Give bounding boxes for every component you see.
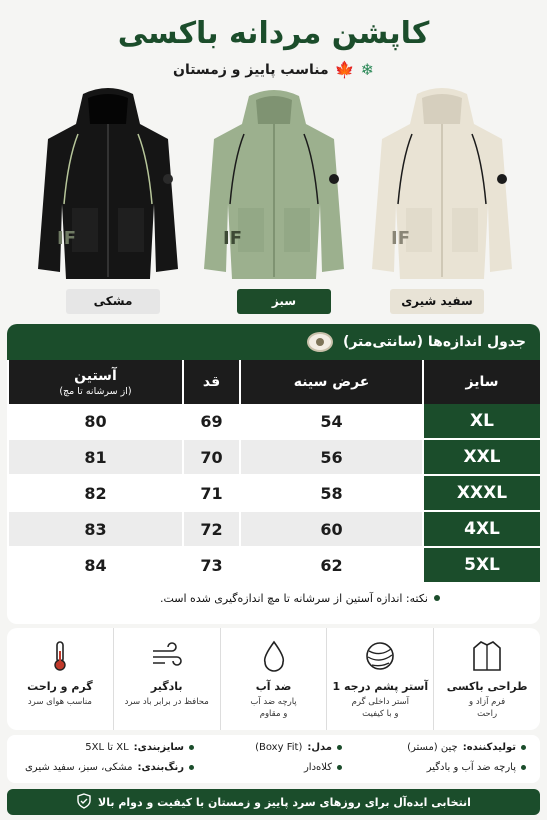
- feature-desc: مناسب هوای سرد: [27, 697, 92, 707]
- cell-size: 5XL: [422, 548, 540, 584]
- shield-check-icon: [76, 793, 92, 812]
- feature-warm: [7, 628, 113, 730]
- water-drop-icon: [257, 638, 291, 674]
- cell-length: 72: [182, 512, 239, 548]
- jacket-image-green[interactable]: [194, 84, 354, 284]
- size-table: [7, 360, 540, 584]
- col-size: سایز: [422, 360, 540, 404]
- table-row: [7, 404, 540, 440]
- jacket-gallery: [0, 84, 547, 284]
- spec-model-value: (Boxy Fit): [255, 742, 303, 753]
- cell-sleeve: 80: [7, 404, 182, 440]
- svg-text:IF: IF: [57, 228, 76, 249]
- jacket-cream-svg: [362, 84, 522, 284]
- jacket-black-svg: [28, 84, 188, 284]
- svg-text:IF: IF: [391, 228, 410, 249]
- subtitle-row: [0, 60, 547, 79]
- cell-length: 69: [182, 404, 239, 440]
- footer-banner: [7, 789, 540, 815]
- color-label-green[interactable]: سبز: [237, 289, 331, 314]
- spec-fabric: [427, 762, 526, 773]
- col-length: قد: [182, 360, 239, 404]
- yarn-ball-icon: [363, 638, 397, 674]
- feature-windproof: [113, 628, 220, 730]
- col-sleeve-sub: (از سرشانه تا مچ): [59, 385, 132, 397]
- bullet-icon: [521, 765, 526, 770]
- spec-colors-label: رنگ‌بندی:: [137, 762, 184, 773]
- feature-waterproof: [220, 628, 327, 730]
- feature-desc: پارچه ضد آب و مقاوم: [250, 697, 297, 719]
- cell-chest: 58: [239, 476, 422, 512]
- spec-model-label: مدل:: [307, 742, 332, 753]
- spec-hood: [304, 762, 342, 773]
- cell-sleeve: 81: [7, 440, 182, 476]
- spec-maker-value: چین (مستر): [407, 742, 458, 753]
- cell-sleeve: 83: [7, 512, 182, 548]
- features-bar: [7, 628, 540, 730]
- size-note: [7, 584, 540, 612]
- spec-sizing: [85, 742, 194, 753]
- spec-maker-label: تولیدکننده:: [462, 742, 516, 753]
- col-chest: عرض سینه: [239, 360, 422, 404]
- spec-hood-value: کلاه‌دار: [303, 762, 332, 773]
- table-row: [7, 440, 540, 476]
- table-row: [7, 548, 540, 584]
- cell-length: 71: [182, 476, 239, 512]
- col-sleeve-label: آستین: [74, 367, 117, 384]
- spec-sizing-label: سایزبندی:: [133, 742, 184, 753]
- note-bullet-icon: [434, 595, 440, 601]
- spec-fabric-value: پارچه ضد آب و بادگیر: [426, 762, 516, 773]
- specs-box: [7, 735, 540, 783]
- jacket-image-black[interactable]: [28, 84, 188, 284]
- bullet-icon: [189, 765, 194, 770]
- cell-sleeve: 82: [7, 476, 182, 512]
- col-sleeve: [7, 360, 182, 404]
- footer-text: انتخابی ایده‌آل برای روزهای سرد پاییز و زمستان با کیفیت و دوام بالا: [98, 795, 471, 809]
- feature-title: آستر پشم درجه 1: [332, 680, 429, 693]
- jacket-image-cream[interactable]: [362, 84, 522, 284]
- cell-chest: 60: [239, 512, 422, 548]
- spec-colors-value: مشکی، سبز، سفید شیری: [24, 762, 133, 773]
- spec-colors: [25, 762, 194, 773]
- measuring-tape-icon: [307, 332, 333, 352]
- table-row: [7, 512, 540, 548]
- feature-desc: محافظ در برابر باد سرد: [124, 697, 209, 707]
- cell-chest: 62: [239, 548, 422, 584]
- feature-title: گرم و راحت: [27, 680, 93, 693]
- cell-length: 70: [182, 440, 239, 476]
- bullet-icon: [337, 765, 342, 770]
- thermometer-icon: [43, 638, 77, 674]
- feature-desc: فرم آزاد و راحت: [469, 697, 506, 719]
- subtitle: مناسب پاییز و زمستان: [173, 61, 329, 78]
- feature-title: ضد آب: [255, 680, 292, 693]
- cell-sleeve: 84: [7, 548, 182, 584]
- table-row: [7, 476, 540, 512]
- size-table-header: [7, 324, 540, 360]
- spec-sizing-value: XL تا 5XL: [85, 742, 129, 753]
- cell-size: XL: [422, 404, 540, 440]
- feature-desc: آستر داخلی گرم و با کیفیت: [351, 697, 410, 719]
- cell-length: 73: [182, 548, 239, 584]
- spec-model: [255, 742, 342, 753]
- bullet-icon: [337, 745, 342, 750]
- spec-maker: [407, 742, 526, 753]
- maple-leaf-icon: 🍁: [334, 60, 355, 79]
- jacket-icon: [470, 638, 504, 674]
- cell-chest: 56: [239, 440, 422, 476]
- bullet-icon: [189, 745, 194, 750]
- color-label-cream[interactable]: سفید شیری: [390, 289, 484, 314]
- color-label-black[interactable]: مشکی: [66, 289, 160, 314]
- page-title: کاپشن مردانه باکسی: [117, 16, 430, 51]
- jacket-green-svg: [194, 84, 354, 284]
- feature-wool-lining: [326, 628, 433, 730]
- feature-title: بادگیر: [150, 680, 183, 693]
- feature-boxy-design: [433, 628, 540, 730]
- wind-icon: [150, 638, 184, 674]
- cell-chest: 54: [239, 404, 422, 440]
- cell-size: XXXL: [422, 476, 540, 512]
- cell-size: 4XL: [422, 512, 540, 548]
- svg-text:IF: IF: [223, 228, 242, 249]
- snowflake-icon: ❄: [360, 60, 374, 79]
- bullet-icon: [521, 745, 526, 750]
- feature-title: طراحی باکسی: [446, 680, 528, 693]
- size-table-title: جدول اندازه‌ها (سانتی‌متر): [342, 334, 526, 350]
- size-note-text: نکته: اندازه آستین از سرشانه تا مچ اندازه‌گیری شده است.: [159, 591, 428, 605]
- cell-size: XXL: [422, 440, 540, 476]
- size-table-card: [7, 324, 540, 624]
